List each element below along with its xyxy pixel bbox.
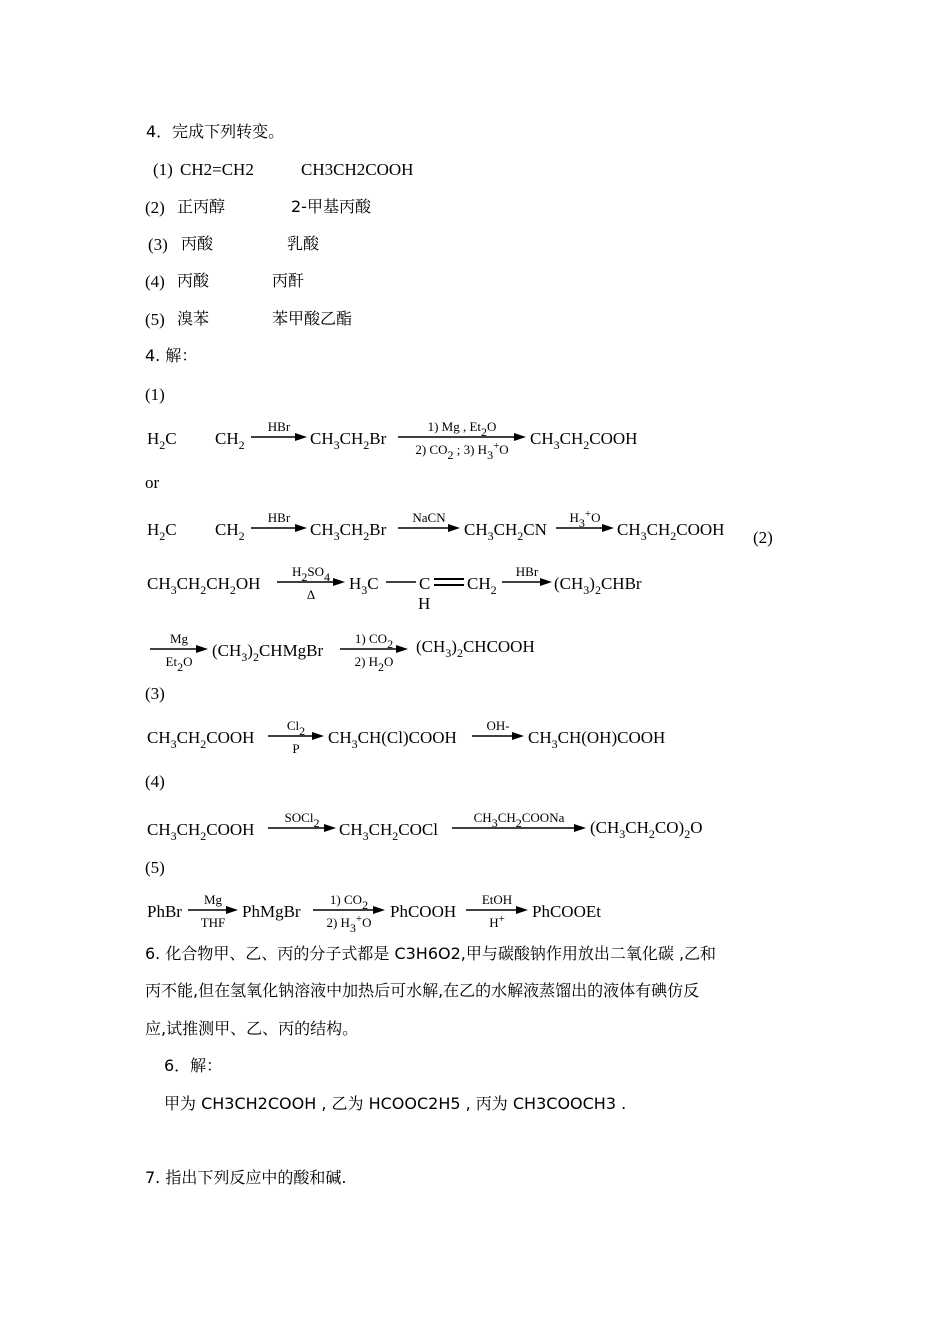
r2a-product: $(CH_3)_2CHBr$ — [554, 574, 642, 597]
arrow-label-above: HBr — [267, 419, 291, 434]
q6-answer: 甲为 CH3CH2COOH , 乙为 HCOOC2H5 , 丙为 CH3COOCH3 . — [164, 1094, 627, 1113]
q6-line-2: 丙不能,但在氢氧化钠溶液中加热后可水解,在乙的水解液蒸馏出的液体有碘仿反 — [145, 981, 700, 1000]
q7-line: 7. 指出下列反应中的酸和碱. — [145, 1168, 347, 1187]
r2a-ch2: $CH_2$ — [467, 574, 497, 597]
r5-start: PhBr — [147, 902, 182, 921]
r2a-c: C — [419, 574, 431, 593]
r5-product: PhCOOEt — [532, 902, 601, 921]
arrow-label-above: NaCN — [412, 510, 446, 525]
q4-item-4-num: (4) — [145, 272, 165, 291]
q4-item-3-num: (3) — [148, 235, 168, 254]
arrow-label-below: 2) $CO_2$ ; 3) $H_3^+O$ — [415, 440, 509, 462]
answer-part-5-label: (5) — [145, 858, 165, 877]
r1a-ch2: $CH_2$ — [215, 429, 245, 452]
r1b-ch3ch2br: $CH_3CH_2Br$ — [310, 520, 387, 543]
arrow-label-below: P — [292, 741, 300, 756]
arrow-label-above: $Cl_2$ — [286, 718, 306, 738]
or-text: or — [145, 473, 160, 492]
arrow-label-below: Δ — [306, 587, 316, 602]
r4-mid: $CH_3CH_2COCl$ — [339, 820, 438, 843]
arrow-label-above: $H_3^+O$ — [569, 508, 601, 530]
arrow-label-above: HBr — [267, 510, 291, 525]
arrow-label-above: 1) $CO_2$ — [354, 631, 394, 651]
r4-start: $CH_3CH_2COOH$ — [147, 820, 255, 843]
q6-answer-heading: 6．解： — [164, 1056, 223, 1075]
double-bond — [183, 436, 213, 440]
q4-title: 4．完成下列转变。 — [146, 122, 285, 141]
arrow-label-below: 2) $H_2O$ — [354, 654, 394, 674]
q4-item-1-to: CH3CH2COOH — [301, 160, 414, 179]
answer-part-4-label: (4) — [145, 772, 165, 791]
q4-item-2-num: (2) — [145, 198, 165, 217]
r1b-h2c: $H_2C$ — [147, 520, 177, 543]
double-bond — [183, 527, 213, 531]
answer-part-3-label: (3) — [145, 684, 165, 703]
q4-item-3-to: 乳酸 — [287, 234, 320, 253]
r1a-h2c: $H_2C$ — [147, 429, 177, 452]
r2b-product: $(CH_3)_2CHCOOH$ — [416, 637, 535, 660]
arrow-label-above: HBr — [515, 564, 539, 579]
r3-start: $CH_3CH_2COOH$ — [147, 728, 255, 751]
r1b-ch2: $CH_2$ — [215, 520, 245, 543]
arrow-label-above: SOCl$_2$ — [284, 810, 320, 830]
answer-part-2-label: (2) — [753, 528, 773, 547]
q6-line-3: 应,试推测甲、乙、丙的结构。 — [145, 1019, 359, 1038]
q6-line-1: 6. 化合物甲、乙、丙的分子式都是 C3H6O2,甲与碳酸钠作用放出二氧化碳 ,乙和 — [145, 944, 717, 963]
r5-grignard: PhMgBr — [242, 902, 301, 921]
arrow-label-below: H+ — [489, 913, 505, 930]
arrow-label-below: THF — [200, 915, 226, 930]
r3-product: $CH_3CH(OH)COOH$ — [528, 728, 666, 751]
arrow-label-above: 1) Mg , $Et_2O$ — [427, 419, 497, 439]
q4-item-3-from: 丙酸 — [181, 234, 214, 253]
r2b-grignard: $(CH_3)_2CHMgBr$ — [212, 641, 324, 664]
r2a-h: H — [418, 594, 431, 613]
q4-item-5-num: (5) — [145, 310, 165, 329]
r4-product: $(CH_3CH_2CO)_2O$ — [590, 818, 703, 841]
arrow-label-below: 2) $H_3^+O$ — [326, 913, 372, 935]
double-bond — [434, 575, 466, 589]
q4-item-4-to: 丙酐 — [272, 271, 305, 290]
arrow-label-above: $CH_3CH_2COONa$ — [473, 810, 565, 830]
r2a-h3c: $H_3C$ — [349, 574, 379, 597]
arrow-label-above: Mg — [203, 892, 223, 907]
arrow-label-above: 1) $CO_2$ — [329, 892, 369, 912]
r1a-ch3ch2br: $CH_3CH_2Br$ — [310, 429, 387, 452]
answer-part-1-label: (1) — [145, 385, 165, 404]
arrow-label-below: $Et_2O$ — [165, 654, 193, 674]
r3-mid: $CH_3CH(Cl)COOH$ — [328, 728, 457, 751]
q4-item-5-to: 苯甲酸乙酯 — [272, 309, 353, 328]
arrow-label-above: $H_2SO_4$ — [291, 564, 330, 584]
q4-item-4-from: 丙酸 — [177, 271, 210, 290]
q4-item-1-from: CH2=CH2 — [180, 160, 254, 179]
r1b-product: $CH_3CH_2COOH$ — [617, 520, 725, 543]
r1a-product: $CH_3CH_2COOH$ — [530, 429, 638, 452]
r1b-nitrile: $CH_3CH_2CN$ — [464, 520, 547, 543]
q4-item-2-to: 2-甲基丙酸 — [291, 197, 371, 216]
q4-item-1-num: (1) — [153, 160, 173, 179]
q4-item-5-from: 溴苯 — [177, 309, 210, 328]
r5-acid: PhCOOH — [390, 902, 457, 921]
arrow-label-above: Mg — [169, 631, 189, 646]
answer-4-heading: 4. 解： — [145, 346, 198, 365]
arrow-label-above: EtOH — [481, 892, 513, 907]
arrow-label-above: OH- — [486, 718, 510, 733]
r2a-start: $CH_3CH_2CH_2OH$ — [147, 574, 261, 597]
single-bond — [386, 576, 418, 588]
q4-item-2-from: 正丙醇 — [177, 197, 226, 216]
